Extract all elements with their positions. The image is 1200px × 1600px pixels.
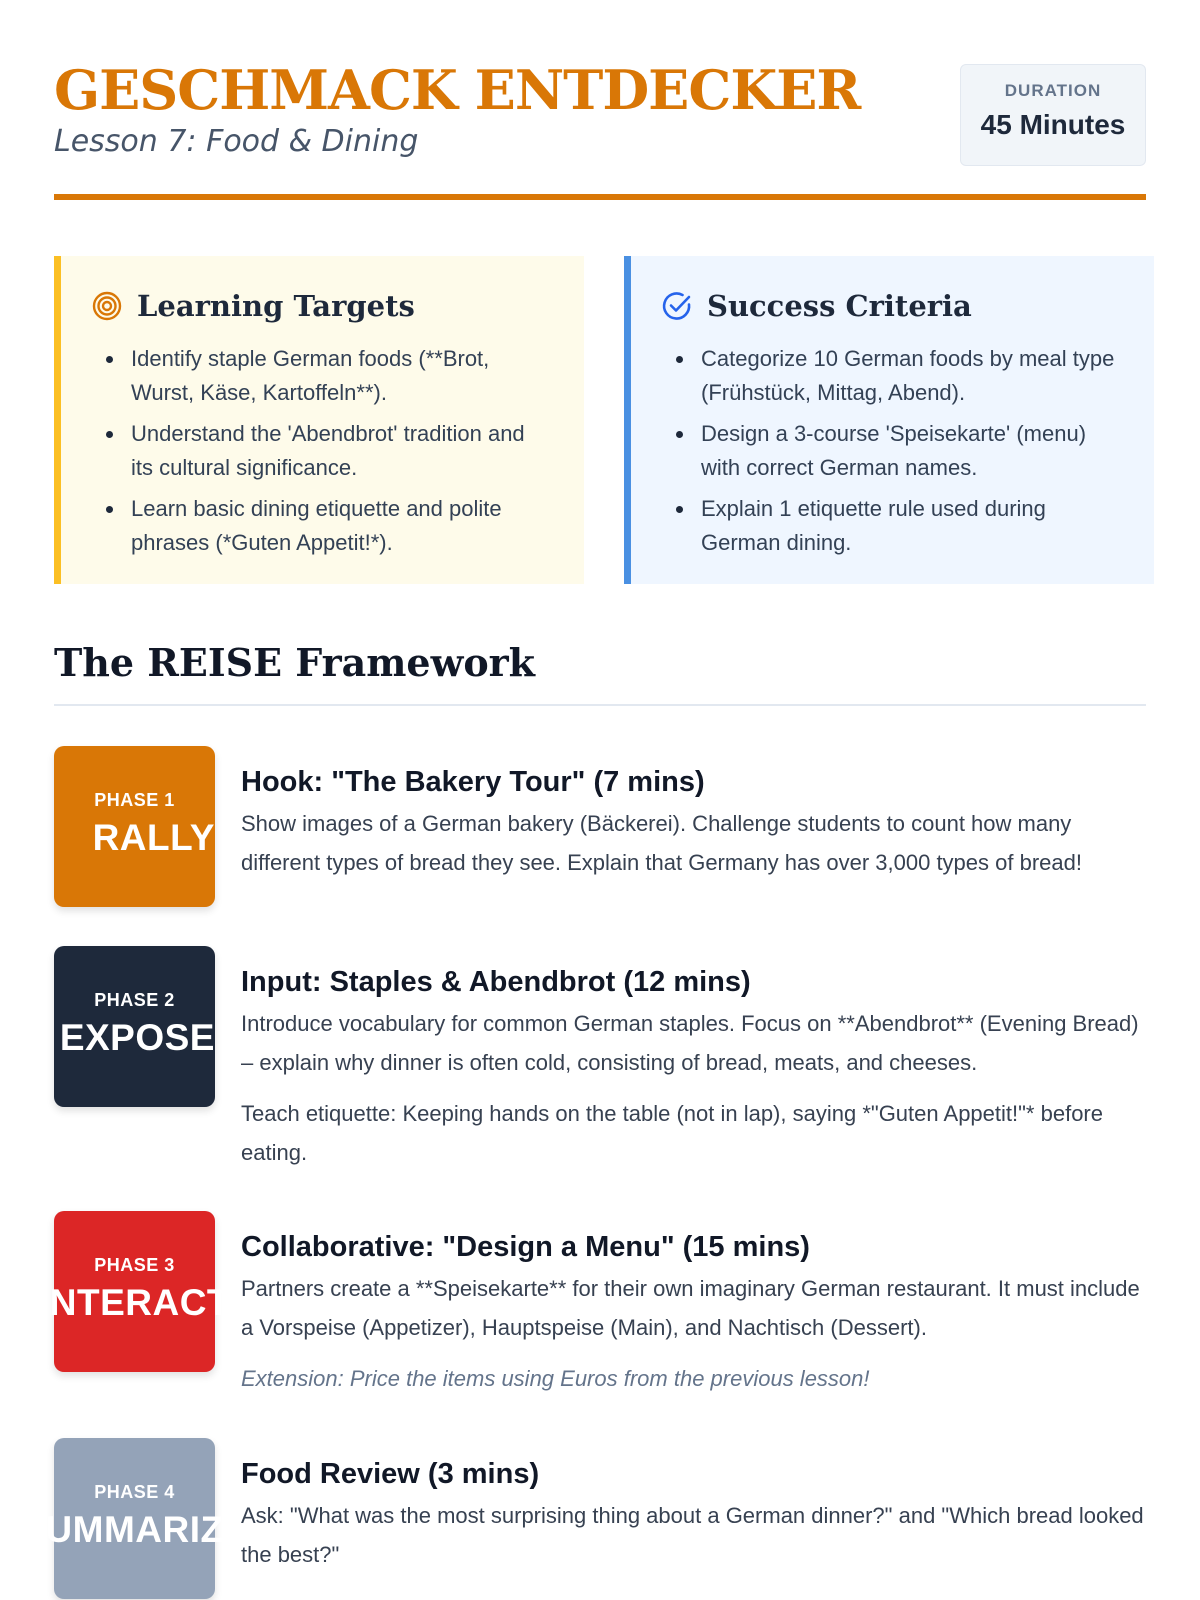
list-item: Categorize 10 German foods by meal type (Frühstück, Mittag, Abend).: [701, 342, 1122, 410]
success-criteria-title: Success Criteria: [707, 289, 972, 323]
header-divider: [54, 194, 1146, 200]
phase-badge: [54, 946, 215, 1107]
phase-title: Food Review (3 mins): [241, 1458, 540, 1490]
list-item: Design a 3-course 'Speisekarte' (menu) with correct German names.: [701, 417, 1122, 485]
target-icon: [91, 290, 123, 322]
phase-description: Partners create a **Speisekarte** for their own imaginary German restaurant. It must include a Vorspeise (Appetizer), Hauptspeise (Main), and Nachtisch (Dessert).: [241, 1276, 1140, 1340]
lesson-header: [54, 58, 1146, 159]
phase-word: SUMMARIZE: [20, 1509, 249, 1550]
phase-title: Hook: "The Bakery Tour" (7 mins): [241, 766, 705, 798]
phase-word: RALLY: [92, 817, 215, 858]
check-circle-icon: [661, 290, 693, 322]
page-title: GESCHMACK ENTDECKER: [54, 58, 861, 122]
success-criteria-card: [624, 256, 1154, 584]
duration-label: DURATION: [1004, 81, 1102, 100]
success-criteria-list: [661, 342, 1122, 560]
phase-description: Teach etiquette: Keeping hands on the table (not in lap), saying *"Guten Appetit!"* before eating.: [241, 1101, 1103, 1165]
phase-number: PHASE 3: [94, 1255, 175, 1275]
phase-badge: [54, 746, 215, 907]
phase-number: PHASE 2: [94, 990, 175, 1010]
learning-targets-title: Learning Targets: [137, 289, 415, 323]
phase-title: Collaborative: "Design a Menu" (15 mins): [241, 1231, 810, 1263]
phase-description: Ask: "What was the most surprising thing about a German dinner?" and "Which bread looked the best?": [241, 1503, 1144, 1567]
phase-number: PHASE 4: [94, 1482, 175, 1502]
duration-card: [960, 64, 1146, 166]
list-item: Explain 1 etiquette rule used during German dining.: [701, 492, 1122, 560]
learning-targets-card: [54, 256, 584, 584]
phase-description: Show images of a German bakery (Bäckerei). Challenge students to count how many different types of bread they see. Explain that Germany has over 3,000 types of bread!: [241, 811, 1082, 875]
list-item: Identify staple German foods (**Brot, Wurst, Käse, Kartoffeln**).: [131, 342, 552, 410]
phase-word: INTERACT: [38, 1282, 231, 1323]
phase-badge: [20, 1438, 249, 1599]
list-item: Understand the 'Abendbrot' tradition and its cultural significance.: [131, 417, 552, 485]
phase-number: PHASE 1: [94, 790, 175, 810]
section-divider: [54, 704, 1146, 706]
phase-description: Introduce vocabulary for common German staples. Focus on **Abendbrot** (Evening Bread) – explain why dinner is often cold, consisting of bread, meats, and cheeses.: [241, 1011, 1139, 1075]
phase-extension-note: Extension: Price the items using Euros from the previous lesson!: [241, 1366, 870, 1391]
lesson-subtitle: Lesson 7: Food & Dining: [54, 124, 419, 159]
phase-title: Input: Staples & Abendbrot (12 mins): [241, 966, 751, 998]
phase-word: EXPOSE: [59, 1017, 215, 1058]
duration-value: 45 Minutes: [980, 109, 1126, 140]
list-item: Learn basic dining etiquette and polite phrases (*Guten Appetit!*).: [131, 492, 552, 560]
learning-targets-list: [91, 342, 552, 560]
framework-title: The REISE Framework: [54, 640, 536, 685]
phase-badge: [38, 1211, 231, 1372]
